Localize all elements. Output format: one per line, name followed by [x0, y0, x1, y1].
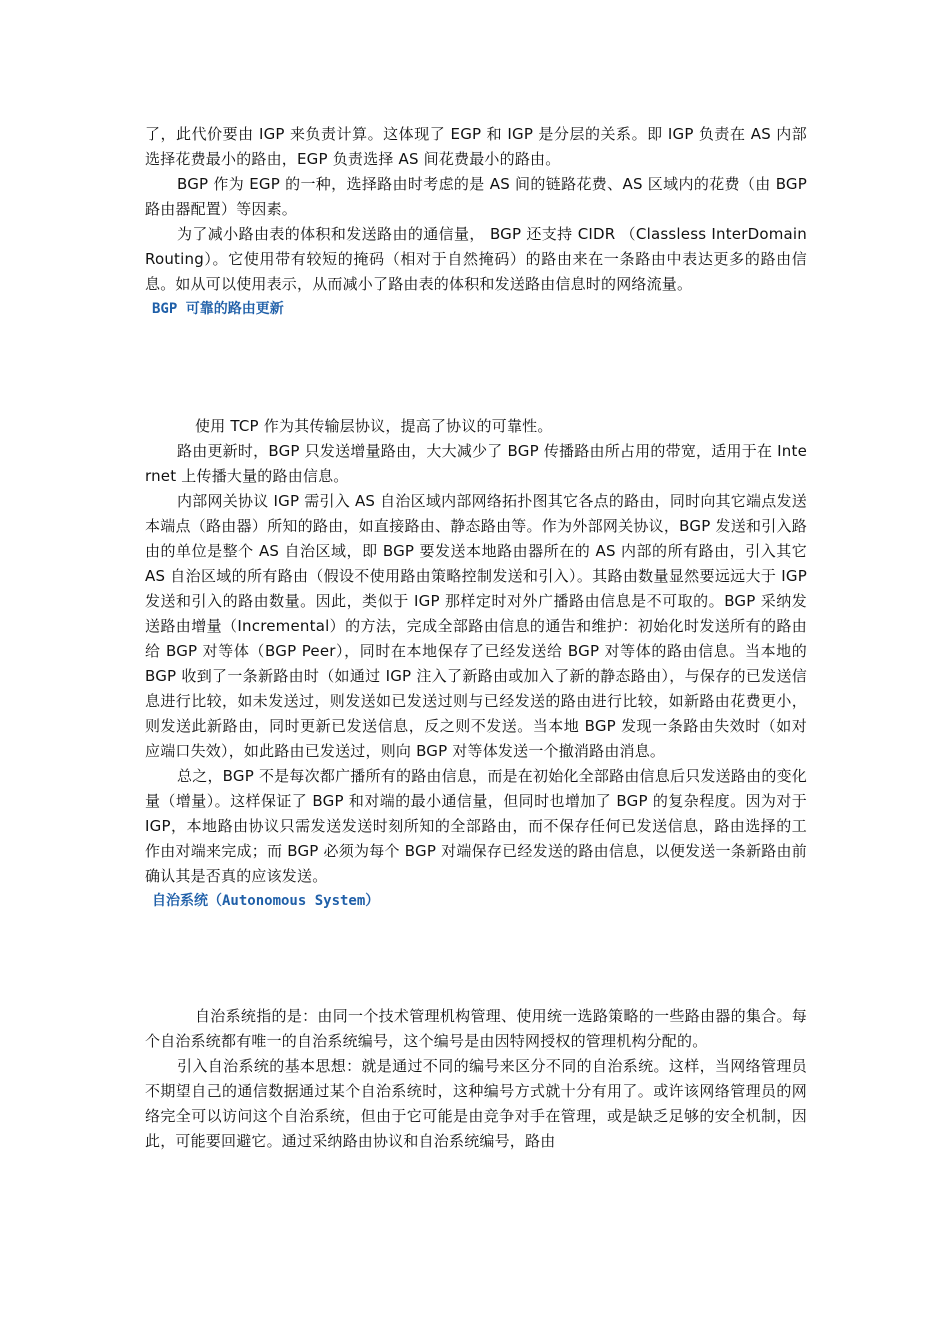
section-heading-bgp-reliable-update: BGP 可靠的路由更新 — [152, 301, 284, 317]
paragraph-as-definition: 自治系统指的是：由同一个技术管理机构管理、使用统一选路策略的一些路由器的集合。每个自治系统都有唯一的自治系统编号，这个编号是由因特网授权的管理机构分配的。 — [145, 1007, 807, 1050]
section-heading-autonomous-system: 自治系统（Autonomous System） — [152, 893, 380, 909]
paragraph-igp-vs-bgp-routes: 内部网关协议 IGP 需引入 AS 自治区域内部网络拓扑图其它各点的路由，同时向其它端点发送本端点（路由器）所知的路由，如直接路由、静态路由等。作为外部网关协议，BGP 发送和引入路由的单位是整个 AS 自治区域，即 BGP 要发送本地路由器所在的 AS 内部的所有路由，引入其它 AS 自治区域的所有路由（假设不使用路由策略控制发送和引入）。其路由数量显然要远远大于 IGP 发送和引入的路由数量。因此，类似于 IGP 那样定时对外广播路由信息是不可取的。BGP 采纳发送路由增量（Incremental）的方法，完成全部路由信息的通告和维护：初始化时发送所有的路由给 BGP 对等体（BGP Peer），同时在本地保存了已经发送给 BGP 对等体的路由信息。当本地的 BGP 收到了一条新路由时（如通过 IGP 注入了新路由或加入了新的静态路由），与保存的已发送信息进行比较，如未发送过，则发送如已发送过则与已经发送的路由进行比较，如新路由花费更小，则发送此新路由，同时更新已发送信息，反之则不发送。当本地 BGP 发现一条路由失效时（如对应端口失效），如此路由已发送过，则向 BGP 对等体发送一个撤消路由消息。 — [145, 492, 807, 760]
paragraph-as-basic-idea: 引入自治系统的基本思想：就是通过不同的编号来区分不同的自治系统。这样，当网络管理员不期望自己的通信数据通过某个自治系统时，这种编号方式就十分有用了。或许该网络管理员的网络完全可以访问这个自治系统，但由于它可能是由竞争对手在管理，或是缺乏足够的安全机制，因此，可能要回避它。通过采纳路由协议和自治系统编号，路由 — [145, 1057, 807, 1150]
paragraph-igp-egp-layering: 了，此代价要由 IGP 来负责计算。这体现了 EGP 和 IGP 是分层的关系。即 IGP 负责在 AS 内部选择花费最小的路由，EGP 负责选择 AS 间花费最小的路由。 — [145, 125, 807, 168]
paragraph-bgp-tcp: 使用 TCP 作为其传输层协议，提高了协议的可靠性。 — [195, 417, 553, 435]
section-spacer — [145, 322, 807, 414]
document-page — [145, 122, 807, 1154]
paragraph-bgp-summary: 总之，BGP 不是每次都广播所有的路由信息，而是在初始化全部路由信息后只发送路由的变化量（增量）。这样保证了 BGP 和对端的最小通信量，但同时也增加了 BGP 的复杂程度。因为对于 IGP，本地路由协议只需发送发送时刻所知的全部路由，而不保存任何已发送信息，路由选择的工作由对端来完成；而 BGP 必须为每个 BGP 对端保存已经发送的路由信息，以便发送一条新路由前确认其是否真的应该发送。 — [145, 767, 807, 885]
paragraph-bgp-cidr: 为了减小路由表的体积和发送路由的通信量， BGP 还支持 CIDR （Classless InterDomain Routing）。它使用带有较短的掩码（相对于自然掩码）的路由来在一条路由中表达更多的路由信息。如从可以使用表示，从而减小了路由表的体积和发送路由信息时的网络流量。 — [145, 225, 807, 293]
section-spacer — [145, 914, 807, 1004]
paragraph-bgp-incremental-update: 路由更新时，BGP 只发送增量路由，大大减少了 BGP 传播路由所占用的带宽，适用于在 Internet 上传播大量的路由信息。 — [145, 442, 807, 485]
paragraph-bgp-route-cost: BGP 作为 EGP 的一种，选择路由时考虑的是 AS 间的链路花费、AS 区域内的花费（由 BGP 路由器配置）等因素。 — [145, 175, 807, 218]
